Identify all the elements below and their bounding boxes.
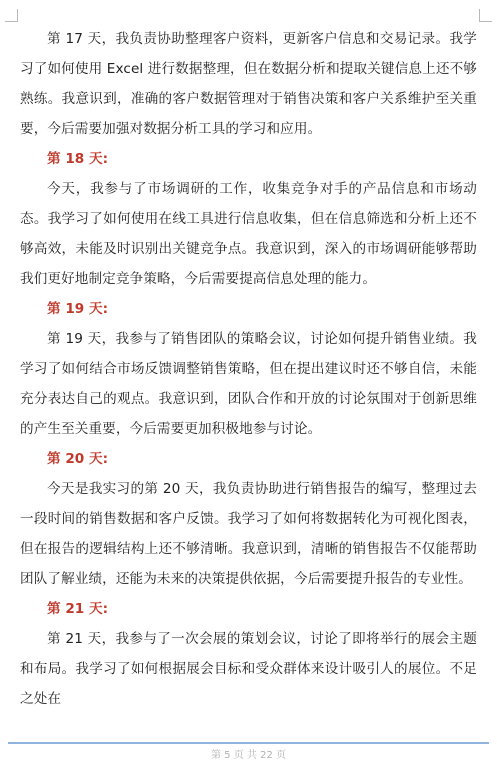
day-21-paragraph: 第 21 天，我参与了一次会展的策划会议，讨论了即将举行的展会主题和布局。我学习了如何根据展会目标和受众群体来设计吸引人的展位。不足之处在	[20, 631, 477, 707]
page-corner-mark-top-left	[5, 9, 18, 22]
document-body	[20, 24, 477, 714]
page-corner-mark-top-right	[479, 9, 492, 22]
day-17-paragraph: 第 17 天，我负责协助整理客户资料，更新客户信息和交易记录。我学习了如何使用 Excel 进行数据整理，但在数据分析和提取关键信息上还不够熟练。我意识到，准确的客户数据管理对于销售决策和客户关系维护至关重要，今后需要加强对数据分析工具的学习和应用。	[20, 31, 477, 137]
day-18-paragraph: 今天，我参与了市场调研的工作，收集竞争对手的产品信息和市场动态。我学习了如何使用在线工具进行信息收集，但在信息筛选和分析上还不够高效，未能及时识别出关键竞争点。我意识到，深入的市场调研能够帮助我们更好地制定竞争策略，今后需要提高信息处理的能力。	[20, 181, 477, 287]
footer-divider	[8, 742, 489, 744]
day-19-paragraph: 第 19 天，我参与了销售团队的策略会议，讨论如何提升销售业绩。我学习了如何结合市场反馈调整销售策略，但在提出建议时还不够自信，未能充分表达自己的观点。我意识到，团队合作和开放的讨论氛围对于创新思维的产生至关重要，今后需要更加积极地参与讨论。	[20, 331, 477, 437]
day-18-heading: 第 18 天:	[47, 151, 109, 167]
page-number-footer: 第 5 页 共 22 页	[211, 750, 286, 761]
day-19-heading: 第 19 天:	[47, 301, 109, 317]
day-20-paragraph: 今天是我实习的第 20 天，我负责协助进行销售报告的编写，整理过去一段时间的销售数据和客户反馈。我学习了如何将数据转化为可视化图表，但在报告的逻辑结构上还不够清晰。我意识到，清晰的销售报告不仅能帮助团队了解业绩，还能为未来的决策提供依据，今后需要提升报告的专业性。	[20, 481, 477, 587]
day-21-heading: 第 21 天:	[47, 601, 109, 617]
day-20-heading: 第 20 天:	[47, 451, 109, 467]
